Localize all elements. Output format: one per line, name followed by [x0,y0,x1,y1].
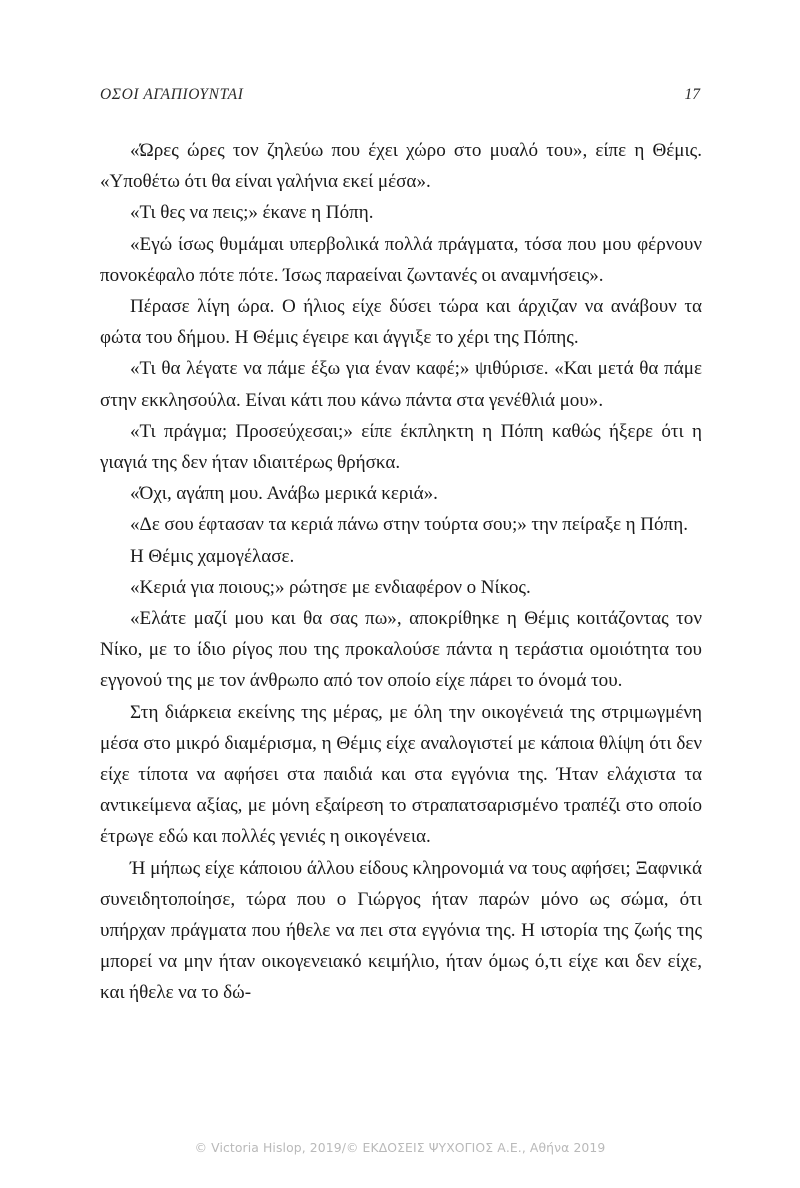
paragraph: Η Θέμις χαμογέλασε. [130,545,295,567]
paragraph: «Κεριά για ποιους;» ρώτησε με ενδιαφέρον ο Νίκος. [130,576,531,598]
paragraph: «Εγώ ίσως θυμάμαι υπερβολικά πολλά πράγματα, τόσα που μου φέρνουν πονοκέφαλο πότε πότε. Ίσως παραείναι ζωντανές οι αναμνήσεις». [100,233,702,286]
page-footer [0,1139,800,1157]
paragraph: «Τι θα λέγατε να πάμε έξω για έναν καφέ;» ψιθύρισε. «Και μετά θα πάμε στην εκκλησούλα. Είναι κάτι που κάνω πάντα στα γενέθλιά μου». [100,358,702,411]
paragraph: «Ελάτε μαζί μου και θα σας πω», αποκρίθηκε η Θέμις κοιτάζοντας τον Νίκο, με το ίδιο ρίγος που της προκαλούσε πάντα η τεράστια ομοιότητα του εγγονού της με τον άνθρωπο από τον οποίο είχε πάρει το όνομά του. [100,608,702,692]
paragraph: Ή μήπως είχε κάποιου άλλου είδους κληρονομιά να τους αφήσει; Ξαφνικά συνειδητοποίησε, τώρα που ο Γιώργος ήταν παρών μόνο ως σώμα, ότι υπήρχαν πράγματα που ήθελε να πει στα εγγόνια της. Η ιστορία της ζωής της μπορεί να μην ήταν οικογενειακό κειμήλιο, ήταν όμως ό,τι είχε και δεν είχε, και ήθελε να το δώ- [100,857,702,1004]
paragraph: «Τι πράγμα; Προσεύχεσαι;» είπε έκπληκτη η Πόπη καθώς ήξερε ότι η γιαγιά της δεν ήταν ιδιαιτέρως θρήσκα. [100,420,702,474]
copyright-notice: © Victoria Hislop, 2019/© ΕΚΔΟΣΕΙΣ ΨΥΧΟΓΙΟΣ Α.Ε., Αθήνα 2019 [194,1140,606,1155]
paragraph: «Ώρες ώρες τον ζηλεύω που έχει χώρο στο μυαλό του», είπε η Θέμις. «Υποθέτω ότι θα είναι γαλήνια εκεί μέσα». [100,140,702,193]
body-text-block [100,135,702,1009]
paragraph: Στη διάρκεια εκείνης της μέρας, με όλη την οικογένειά της στριμωγμένη μέσα στο μικρό διαμέρισμα, η Θέμις είχε αναλογιστεί με κάποια θλίψη ότι δεν είχε τίποτα να αφήσει στα παιδιά και στα εγγόνια της. Ήταν ελάχιστα τα αντικείμενα αξίας, με μόνη εξαίρεση το στραπατσαρισμένο τραπέζι στο οποίο έτρωγε εδώ και πολλές γενιές η οικογένεια. [100,701,702,848]
paragraph: «Τι θες να πεις;» έκανε η Πόπη. [130,202,374,224]
running-head-title: ΟΣΟΙ ΑΓΑΠΙΟΥΝΤΑΙ [100,86,244,103]
paragraph: «Όχι, αγάπη μου. Ανάβω μερικά κεριά». [130,483,438,505]
running-head [100,86,700,108]
paragraph: «Δε σου έφτασαν τα κεριά πάνω στην τούρτα σου;» την πείραξε η Πόπη. [130,514,688,536]
paragraph: Πέρασε λίγη ώρα. Ο ήλιος είχε δύσει τώρα και άρχιζαν να ανάβουν τα φώτα του δήμου. Η Θέμις έγειρε και άγγιξε το χέρι της Πόπης. [100,296,702,349]
page-number: 17 [684,86,700,103]
